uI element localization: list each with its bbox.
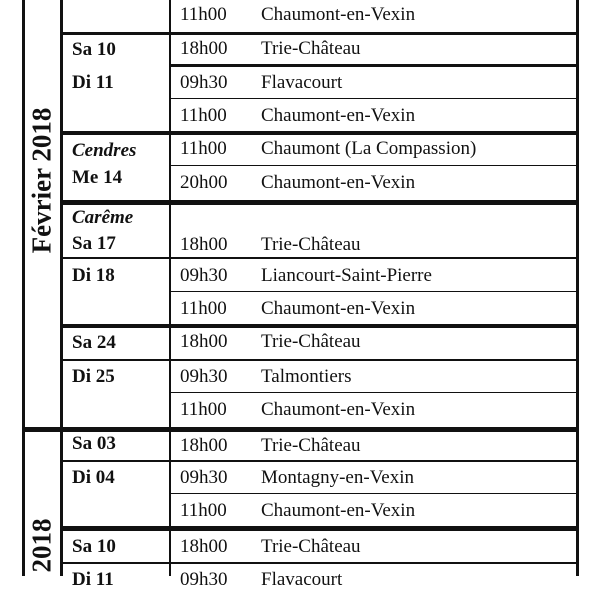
month-label: 2018 [26, 518, 57, 572]
day-label: Di 25 [72, 366, 115, 387]
row-separator [62, 359, 579, 361]
mass-location: Talmontiers [261, 366, 352, 387]
mass-time: 18h00 [180, 38, 228, 59]
month-column-right-border [60, 0, 63, 576]
mass-time: 11h00 [180, 399, 227, 420]
mass-location: Trie-Château [261, 435, 361, 456]
mass-location: Trie-Château [261, 234, 361, 255]
mass-time: 09h30 [180, 265, 228, 286]
mass-location: Trie-Château [261, 38, 361, 59]
mass-location: Chaumont-en-Vexin [261, 4, 416, 25]
row-separator [170, 98, 579, 99]
mass-time: 11h00 [180, 4, 227, 25]
mass-location: Chaumont-en-Vexin [261, 105, 416, 126]
row-separator [62, 32, 579, 35]
mass-time: 09h30 [180, 467, 228, 488]
row-separator [170, 291, 579, 292]
month-column-left-border [22, 0, 25, 576]
day-label: Sa 03 [72, 433, 116, 454]
day-column-right-border [169, 0, 171, 576]
mass-location: Trie-Château [261, 331, 361, 352]
liturgical-day-label: Carême [72, 207, 134, 228]
day-label: Sa 17 [72, 233, 116, 254]
row-separator [62, 200, 579, 205]
mass-location: Chaumont (La Compassion) [261, 138, 477, 159]
mass-location: Flavacourt [261, 569, 343, 590]
mass-location: Flavacourt [261, 72, 343, 93]
row-separator [62, 562, 579, 564]
mass-time: 18h00 [180, 536, 228, 557]
day-label: Di 18 [72, 265, 115, 286]
row-separator [170, 165, 579, 166]
row-separator [62, 131, 579, 135]
liturgical-day-label: Cendres [72, 140, 137, 161]
row-separator [170, 64, 579, 67]
day-label: Di 11 [72, 72, 114, 93]
day-label: Di 04 [72, 467, 115, 488]
row-separator [170, 392, 579, 393]
row-separator [62, 257, 579, 259]
mass-location: Chaumont-en-Vexin [261, 500, 416, 521]
mass-time: 09h30 [180, 72, 228, 93]
mass-time: 11h00 [180, 138, 227, 159]
row-separator [62, 526, 579, 531]
row-separator [62, 460, 579, 462]
mass-time: 11h00 [180, 298, 227, 319]
day-label: Sa 10 [72, 536, 116, 557]
day-label: Sa 10 [72, 39, 116, 60]
mass-location: Chaumont-en-Vexin [261, 399, 416, 420]
month-label: Février 2018 [26, 107, 57, 253]
mass-time: 11h00 [180, 105, 227, 126]
mass-time: 09h30 [180, 366, 228, 387]
row-separator [24, 427, 579, 432]
mass-location: Montagny-en-Vexin [261, 467, 415, 488]
mass-time: 20h00 [180, 172, 228, 193]
mass-time: 18h00 [180, 331, 228, 352]
day-label: Me 14 [72, 167, 123, 188]
mass-time: 18h00 [180, 435, 228, 456]
table-right-border [576, 0, 579, 576]
mass-time: 09h30 [180, 569, 228, 590]
mass-location: Trie-Château [261, 536, 361, 557]
day-label: Di 11 [72, 569, 114, 590]
mass-location: Chaumont-en-Vexin [261, 298, 416, 319]
row-separator [62, 324, 579, 328]
day-label: Sa 24 [72, 332, 116, 353]
mass-time: 18h00 [180, 234, 228, 255]
mass-location: Liancourt-Saint-Pierre [261, 265, 432, 286]
row-separator [170, 493, 579, 494]
mass-time: 11h00 [180, 500, 227, 521]
mass-location: Chaumont-en-Vexin [261, 172, 416, 193]
